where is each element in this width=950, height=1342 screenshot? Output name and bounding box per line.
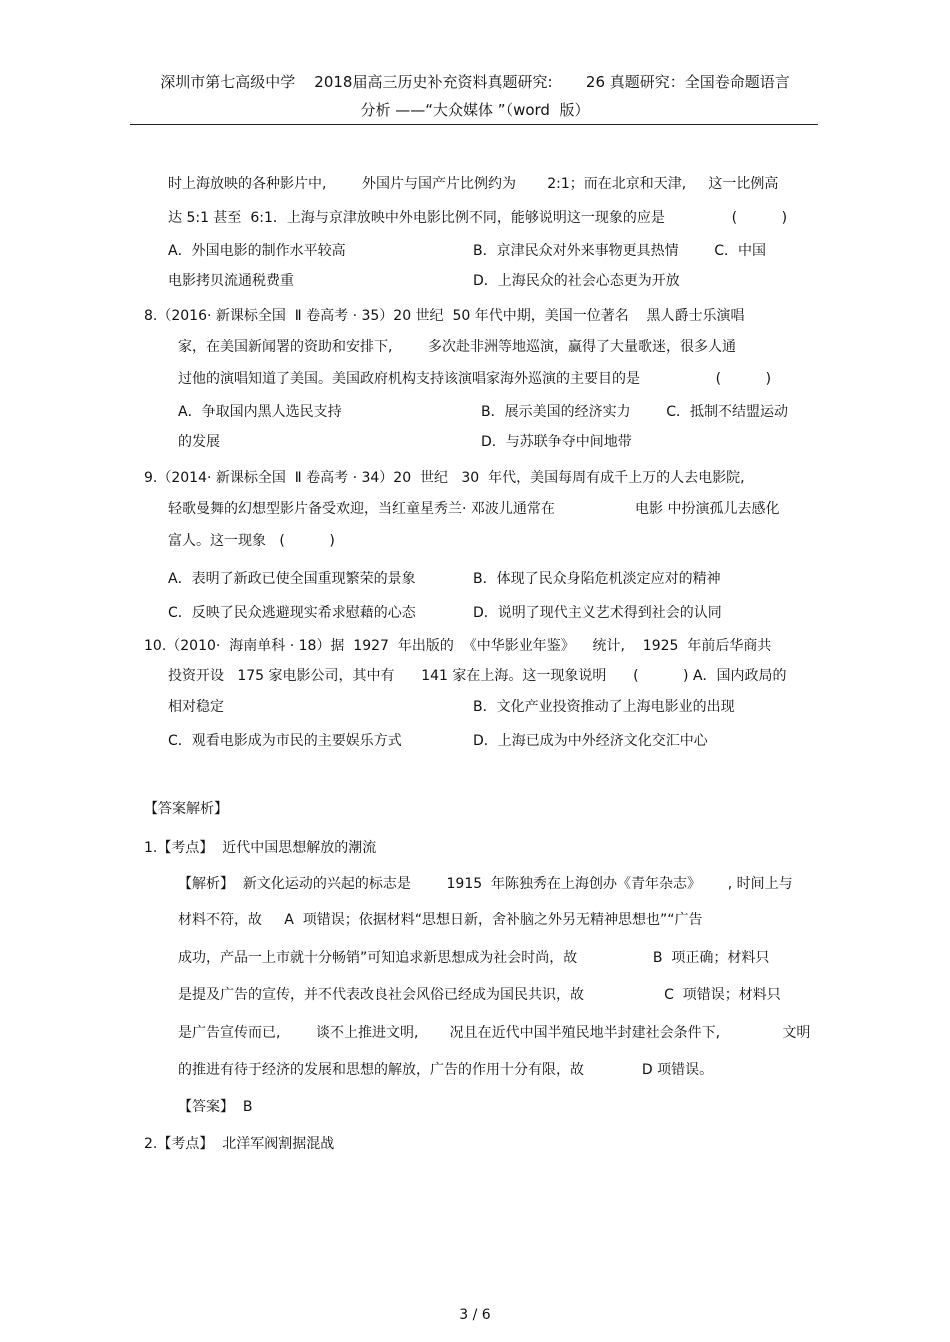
q9-option-b: B．体现了民众身陷危机淡定应对的精神 — [473, 571, 721, 587]
q9-option-c: C．反映了民众逃避现实希求慰藉的心态 — [168, 605, 416, 621]
q8-option-b-c: B．展示美国的经济实力 C．抵制不结盟运动 — [481, 404, 788, 420]
q9-line-3: 富人。这一现象 ( ) — [168, 533, 335, 549]
q8-option-d: D．与苏联争夺中间地带 — [481, 434, 632, 450]
q8-line-3: 过他的演唱知道了美国。美国政府机构支持该演唱家海外巡演的主要目的是 ( ) — [178, 371, 772, 387]
answers-title: 【答案解析】 — [144, 801, 228, 817]
header-rule — [130, 124, 818, 125]
answer-1-analysis-line-4: 是提及广告的宣传，并不代表改良社会风俗已经成为国民共识，故 C 项错误；材料只 — [178, 987, 781, 1003]
q8-line-2: 家，在美国新闻署的资助和安排下, 多次赴非洲等地巡演，赢得了大量歌迷，很多人通 — [178, 339, 737, 355]
q8-option-a: A．争取国内黑人选民支持 — [178, 404, 342, 420]
q9-line-1: 9.（2014· 新课标全国 Ⅱ 卷高考 · 34）20 世纪 30 年代，美国每周有成千上万的人去电影院, — [144, 470, 745, 486]
q7-line-2: 达 5:1 甚至 6:1．上海与京津放映中外电影比例不同，能够说明这一现象的应是 ( ) — [168, 210, 788, 226]
answer-1-analysis-line-3: 成功，产品一上市就十分畅销”可知追求新思想成为社会时尚，故 B 项正确；材料只 — [178, 950, 770, 966]
q10-line-2: 投资开设 175 家电影公司，其中有 141 家在上海。这一现象说明 ( ) A．国内政局的 — [168, 668, 787, 684]
answer-2-point: 2.【考点】 北洋军阀割据混战 — [144, 1136, 335, 1152]
header-line-1: 深圳市第七高级中学 2018届高三历史补充资料真题研究: 26 真题研究：全国卷命题语言 — [160, 73, 790, 91]
q10-option-c: C．观看电影成为市民的主要娱乐方式 — [168, 733, 402, 749]
q9-option-a: A．表明了新政已使全国重现繁荣的景象 — [168, 571, 416, 587]
answer-1-analysis-line-6: 的推进有待于经济的发展和思想的解放，广告的作用十分有限，故 D 项错误。 — [178, 1062, 714, 1078]
q8-option-c-cont: 的发展 — [178, 434, 220, 450]
answer-1-key: 【答案】 B — [178, 1099, 253, 1115]
q7-option-d: D．上海民众的社会心态更为开放 — [473, 273, 680, 289]
q10-line-1: 10.（2010· 海南单科 · 18）据 1927 年出版的 《中华影业年鉴》 统计, 1925 年前后华商共 — [144, 638, 772, 654]
page-number: 3 / 6 — [459, 1307, 491, 1323]
q7-option-b-c: B．京津民众对外来事物更具热情 C．中国 — [473, 243, 766, 259]
answer-1-analysis-line-1: 【解析】 新文化运动的兴起的标志是 1915 年陈独秀在上海创办《青年杂志》 , 时间上与 — [178, 876, 793, 892]
q8-line-1: 8.（2016· 新课标全国 Ⅱ 卷高考 · 35）20 世纪 50 年代中期，美国一位著名 黑人爵士乐演唱 — [144, 308, 745, 324]
q10-option-b: B．文化产业投资推动了上海电影业的出现 — [473, 699, 735, 715]
answer-1-analysis-line-2: 材料不符，故 A 项错误；依据材料“思想日新，舍补脑之外另无精神思想也”“广告 — [178, 912, 703, 928]
answer-1-analysis-line-5: 是广告宣传而已, 谈不上推进文明, 况且在近代中国半殖民地半封建社会条件下, 文明 — [178, 1025, 811, 1041]
q7-line-1: 时上海放映的各种影片中, 外国片与国产片比例约为 2:1；而在北京和天津, 这一比例高 — [168, 176, 779, 192]
q10-line-3: 相对稳定 — [168, 699, 224, 715]
answer-1-point: 1.【考点】 近代中国思想解放的潮流 — [144, 840, 377, 856]
q9-option-d: D．说明了现代主义艺术得到社会的认同 — [473, 605, 722, 621]
q9-line-2: 轻歌曼舞的幻想型影片备受欢迎，当红童星秀兰· 邓波儿通常在 电影 中扮演孤儿去感化 — [168, 501, 780, 517]
header-line-2: 分析 ——“大众媒体 ”（word 版） — [360, 101, 590, 119]
q10-option-d: D．上海已成为中外经济文化交汇中心 — [473, 733, 708, 749]
q7-option-c-cont: 电影拷贝流通税费重 — [168, 273, 294, 289]
q7-option-a: A．外国电影的制作水平较高 — [168, 243, 346, 259]
